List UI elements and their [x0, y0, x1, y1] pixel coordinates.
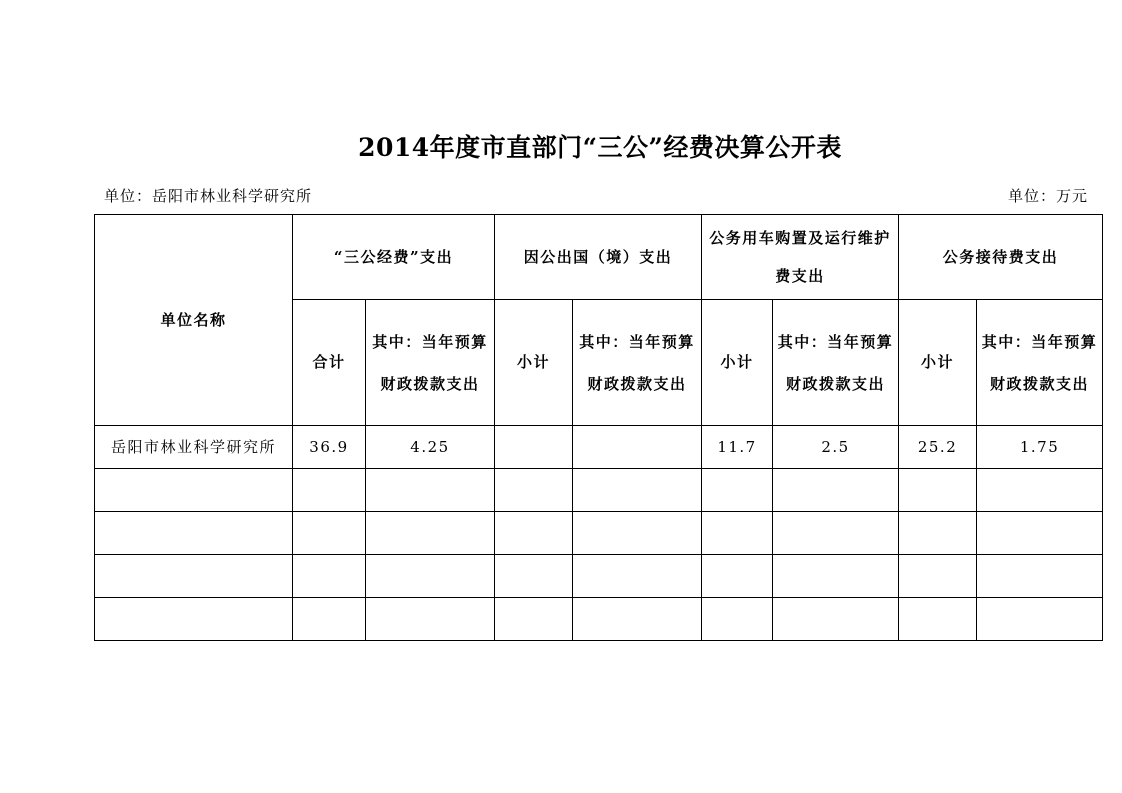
table-cell [495, 555, 573, 598]
table-cell [702, 598, 773, 641]
table-cell [366, 598, 495, 641]
table-row [95, 426, 1103, 469]
table-cell [366, 512, 495, 555]
header-sub-budget: 其中：当年预算财政拨款支出 [773, 300, 899, 426]
table-cell [366, 469, 495, 512]
table-row [95, 555, 1103, 598]
table-cell [366, 555, 495, 598]
page-title: 2014年度市直部门“三公”经费决算公开表 [358, 133, 842, 162]
table-cell: 2.5 [773, 426, 899, 469]
table-cell [573, 469, 702, 512]
table-cell [773, 598, 899, 641]
header-sub-budget: 其中：当年预算财政拨款支出 [977, 300, 1103, 426]
table-cell [495, 469, 573, 512]
table-row [95, 512, 1103, 555]
table-cell [495, 598, 573, 641]
header-sub-budget: 其中：当年预算财政拨款支出 [366, 300, 495, 426]
table-cell [702, 512, 773, 555]
table-cell [95, 512, 293, 555]
table-cell [977, 469, 1103, 512]
header-group-reception: 公务接待费支出 [899, 215, 1103, 300]
header-group-sangong: “三公经费”支出 [293, 215, 495, 300]
table-cell [573, 598, 702, 641]
table-row [95, 598, 1103, 641]
table-cell [899, 469, 977, 512]
table-cell [495, 426, 573, 469]
table-cell [293, 598, 366, 641]
table-cell [899, 598, 977, 641]
table-cell [773, 555, 899, 598]
table-cell [495, 512, 573, 555]
header-sub-subtotal: 小计 [495, 300, 573, 426]
table-cell: 4.25 [366, 426, 495, 469]
table-cell [702, 555, 773, 598]
table-cell [773, 512, 899, 555]
table-cell [899, 512, 977, 555]
table-cell [899, 555, 977, 598]
table-cell: 1.75 [977, 426, 1103, 469]
table-cell [977, 598, 1103, 641]
table-cell: 岳阳市林业科学研究所 [95, 426, 293, 469]
header-unit-name: 单位名称 [95, 215, 293, 426]
table-cell [977, 555, 1103, 598]
table-cell [293, 469, 366, 512]
table-cell [573, 512, 702, 555]
unit-label-left: 单位：岳阳市林业科学研究所 [104, 187, 313, 205]
table-row [95, 469, 1103, 512]
table-cell [573, 555, 702, 598]
header-group-vehicle: 公务用车购置及运行维护费支出 [702, 215, 899, 300]
table-cell [977, 512, 1103, 555]
table-cell: 36.9 [293, 426, 366, 469]
table-cell [95, 598, 293, 641]
expense-table [94, 214, 1103, 641]
table-cell [773, 469, 899, 512]
header-sub-subtotal: 小计 [899, 300, 977, 426]
table-cell [293, 555, 366, 598]
unit-label-right: 单位：万元 [1008, 187, 1089, 205]
table-cell [293, 512, 366, 555]
table-cell [702, 469, 773, 512]
header-sub-subtotal: 小计 [702, 300, 773, 426]
header-group-abroad: 因公出国（境）支出 [495, 215, 702, 300]
table-cell: 11.7 [702, 426, 773, 469]
table-cell: 25.2 [899, 426, 977, 469]
header-sub-budget: 其中：当年预算财政拨款支出 [573, 300, 702, 426]
table-cell [95, 469, 293, 512]
table-cell [95, 555, 293, 598]
table-cell [573, 426, 702, 469]
header-sub-total: 合计 [293, 300, 366, 426]
